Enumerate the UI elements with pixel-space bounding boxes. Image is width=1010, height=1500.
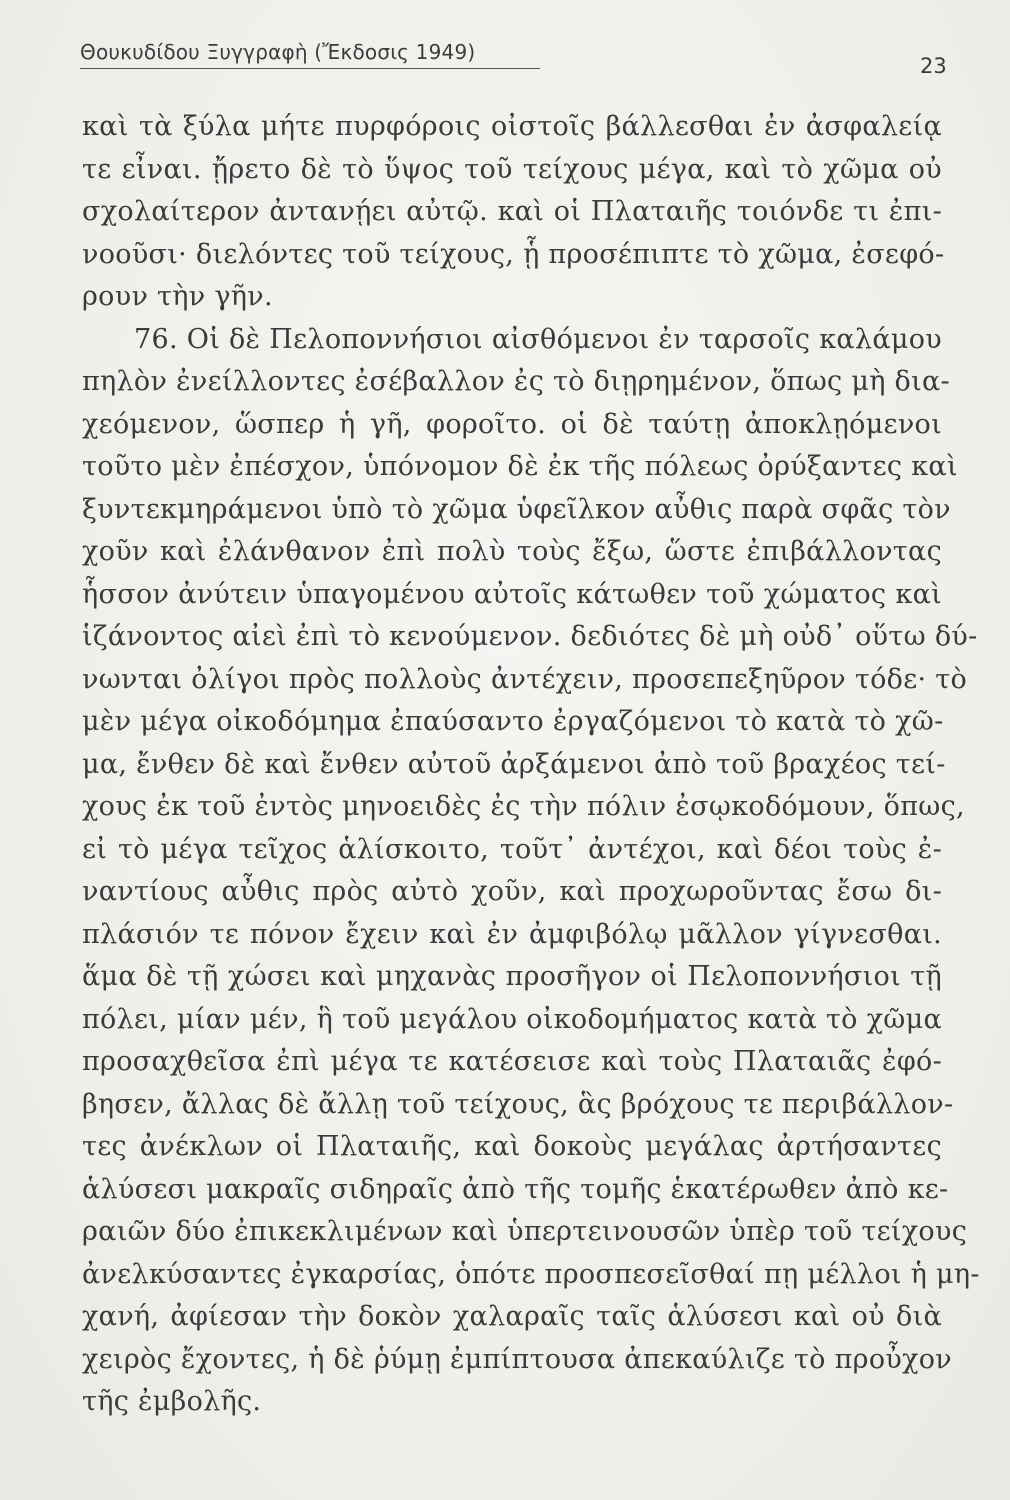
text-line: μα, ἔνθεν δὲ καὶ ἔνθεν αὐτοῦ ἀρξάμενοι ἀπὸ τοῦ βραχέος τεί-: [82, 748, 946, 780]
text-line: ἱζάνοντος αἰεὶ ἐπὶ τὸ κενούμενον. δεδιότες δὲ μὴ οὐδ᾽ οὕτω δύ-: [82, 621, 978, 652]
text-line: τε εἶναι. ᾔρετο δὲ τὸ ὕψος τοῦ τείχους μέγα, καὶ τὸ χῶμα οὐ: [82, 153, 942, 185]
body-text: [82, 106, 980, 1424]
text-line: σχολαίτερον ἀντανῄει αὐτῷ. καὶ οἱ Πλαταιῆς τοιόνδε τι ἐπι-: [82, 196, 942, 227]
header-rule: [80, 68, 540, 69]
text-line: ἁλύσεσι μακραῖς σιδηραῖς ἀπὸ τῆς τομῆς ἑκατέρωθεν ἀπὸ κε-: [82, 1173, 949, 1205]
text-line: πλάσιόν τε πόνον ἔχειν καὶ ἐν ἀμφιβόλῳ μᾶλλον γίγνεσθαι.: [82, 918, 942, 950]
chapter-76-opening-line: 76. Οἱ δὲ Πελοποννήσιοι αἰσθόμενοι ἐν ταρσοῖς καλάμου: [134, 323, 942, 355]
text-line: ξυντεκμηράμενοι ὑπὸ τὸ χῶμα ὑφεῖλκον αὖθις παρὰ σφᾶς τὸν: [82, 493, 951, 525]
text-line: νοοῦσι· διελόντες τοῦ τείχους, ᾗ προσέπιπτε τὸ χῶμα, ἐσεφό-: [82, 238, 945, 270]
text-line: χανή, ἀφίεσαν τὴν δοκὸν χαλαραῖς ταῖς ἁλύσεσι καὶ οὐ διὰ: [82, 1301, 942, 1332]
text-line: μὲν μέγα οἰκοδόμημα ἐπαύσαντο ἐργαζόμενοι τὸ κατὰ τὸ χῶ-: [82, 706, 944, 737]
page-number: 23: [920, 54, 947, 78]
text-line: ναντίους αὖθις πρὸς αὐτὸ χοῦν, καὶ προχωροῦντας ἔσω δι-: [82, 876, 942, 907]
text-line: χοῦν καὶ ἐλάνθανον ἐπὶ πολὺ τοὺς ἔξω, ὥστε ἐπιβάλλοντας: [82, 536, 942, 567]
text-line: ἀνελκύσαντες ἐγκαρσίας, ὁπότε προσπεσεῖσθαί πῃ μέλλοι ἡ μη-: [82, 1258, 980, 1290]
text-line: χεόμενον, ὥσπερ ἡ γῆ, φοροῖτο. οἱ δὲ ταύτῃ ἀποκλῃόμενοι: [82, 408, 942, 440]
text-line: τῆς ἐμβολῆς.: [82, 1386, 262, 1417]
text-line: τες ἀνέκλων οἱ Πλαταιῆς, καὶ δοκοὺς μεγάλας ἀρτήσαντες: [82, 1131, 942, 1162]
text-line: χους ἐκ τοῦ ἐντὸς μηνοειδὲς ἐς τὴν πόλιν ἐσῳκοδόμουν, ὅπως,: [82, 791, 965, 822]
text-line: εἰ τὸ μέγα τεῖχος ἁλίσκοιτο, τοῦτ᾽ ἀντέχοι, καὶ δέοι τοὺς ἐ-: [82, 833, 942, 865]
text-line: νωνται ὀλίγοι πρὸς πολλοὺς ἀντέχειν, προσεπεξηῦρον τόδε· τὸ: [82, 663, 968, 695]
text-line: πηλὸν ἐνείλλοντες ἐσέβαλλον ἐς τὸ διῃρημένον, ὅπως μὴ δια-: [82, 366, 950, 397]
text-line: χειρὸς ἔχοντες, ἡ δὲ ῥύμῃ ἐμπίπτουσα ἀπεκαύλιζε τὸ προὖχον: [82, 1343, 953, 1375]
text-line: βησεν, ἄλλας δὲ ἄλλῃ τοῦ τείχους, ἃς βρόχους τε περιβάλλον-: [82, 1088, 954, 1120]
text-line: ρουν τὴν γῆν.: [82, 281, 273, 312]
running-head: Θουκυδίδου Ξυγγραφὴ (Ἔκδοσις 1949): [80, 40, 476, 64]
text-line: ἧσσον ἀνύτειν ὑπαγομένου αὐτοῖς κάτωθεν τοῦ χώματος καὶ: [82, 578, 942, 610]
text-line: προσαχθεῖσα ἐπὶ μέγα τε κατέσεισε καὶ τοὺς Πλαταιᾶς ἐφό-: [82, 1046, 942, 1077]
text-line: καὶ τὰ ξύλα μήτε πυρφόροις οἰστοῖς βάλλεσθαι ἐν ἀσφαλείᾳ: [82, 111, 942, 142]
text-line: πόλει, μίαν μέν, ἣ τοῦ μεγάλου οἰκοδομήματος κατὰ τὸ χῶμα: [82, 1003, 942, 1035]
text-line: ἅμα δὲ τῇ χώσει καὶ μηχανὰς προσῆγον οἱ Πελοποννήσιοι τῇ: [82, 961, 942, 992]
text-line: τοῦτο μὲν ἐπέσχον, ὑπόνομον δὲ ἐκ τῆς πόλεως ὀρύξαντες καὶ: [82, 451, 958, 482]
text-line: ραιῶν δύο ἐπικεκλιμένων καὶ ὑπερτεινουσῶν ὑπὲρ τοῦ τείχους: [82, 1216, 968, 1247]
